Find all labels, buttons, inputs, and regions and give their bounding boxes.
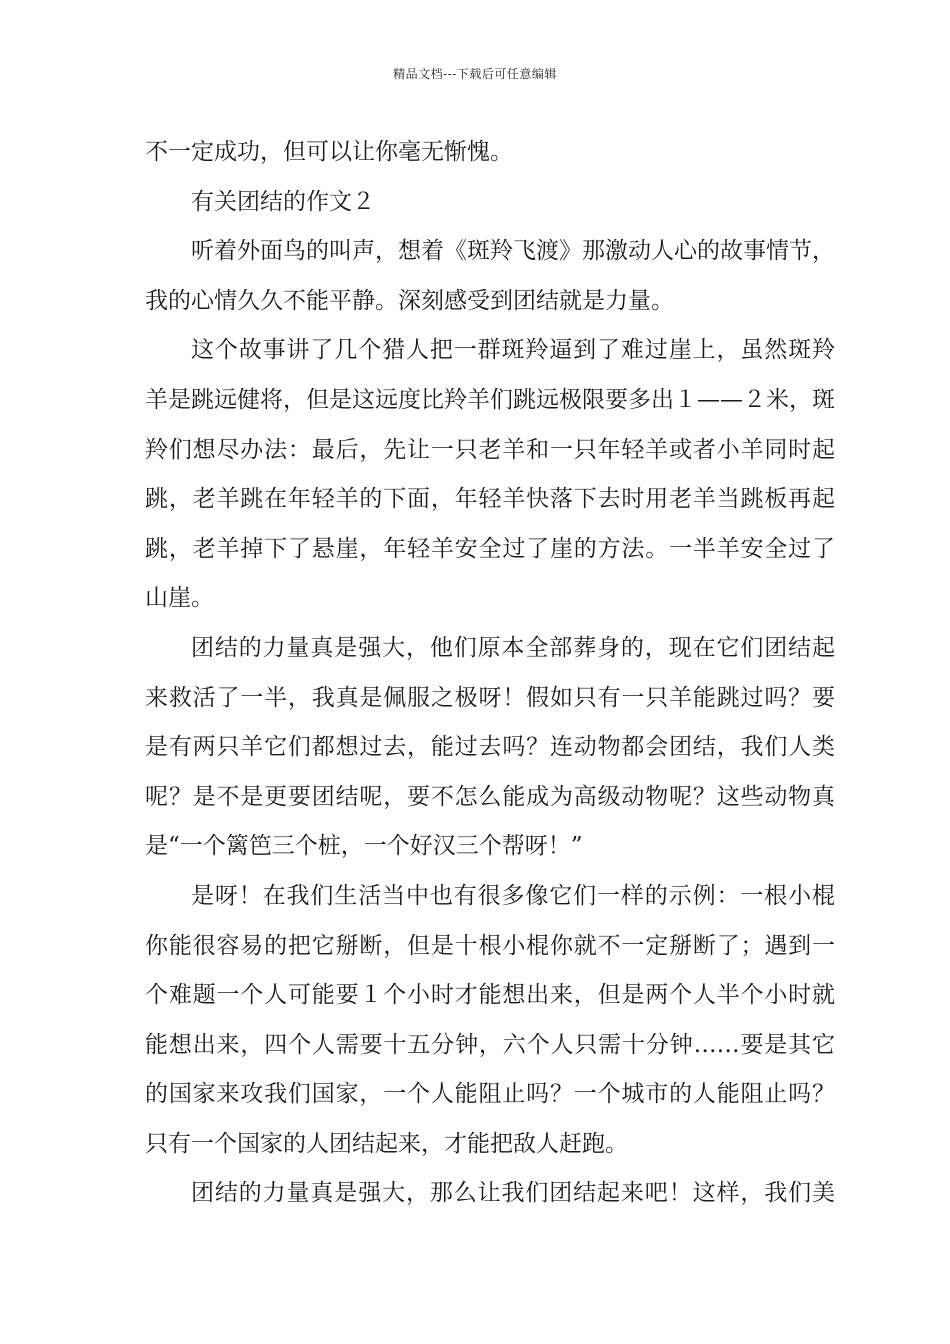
text-line: 你能很容易的把它掰断，但是十根小棍你就不一定掰断了；遇到一 bbox=[145, 932, 835, 959]
paragraph-5 bbox=[145, 624, 835, 872]
paragraph-7 bbox=[145, 1169, 835, 1219]
text-line: 跳，老羊掉下了悬崖，年轻羊安全过了崖的方法。一半羊安全过了 bbox=[145, 535, 835, 562]
essay-title bbox=[145, 178, 835, 228]
text-line: 跳，老羊跳在年轻羊的下面，年轻羊快落下去时用老羊当跳板再起 bbox=[145, 486, 835, 513]
text-line: 是“一个篱笆三个桩，一个好汉三个帮呀！” bbox=[145, 833, 583, 860]
text-line: 是呀！在我们生活当中也有很多像它们一样的示例：一根小棍 bbox=[191, 882, 835, 909]
paragraph-3 bbox=[145, 227, 835, 326]
text-line: 团结的力量真是强大，那么让我们团结起来吧！这样，我们美 bbox=[191, 1180, 835, 1207]
paragraph-4 bbox=[145, 326, 835, 624]
text-line: 能想出来，四个人需要十五分钟，六个人只需十分钟……要是其它 bbox=[145, 1031, 835, 1058]
text-line: 团结的力量真是强大，他们原本全部葬身的，现在它们团结起 bbox=[191, 634, 835, 661]
page-header: 精品文档---下载后可任意编辑 bbox=[393, 67, 557, 81]
text-line: 有关团结的作文２ bbox=[191, 188, 375, 215]
text-line: 只有一个国家的人团结起来，才能把敌人赶跑。 bbox=[145, 1130, 628, 1157]
text-line: 听着外面鸟的叫声，想着《斑羚飞渡》那激动人心的故事情节， bbox=[191, 238, 835, 265]
text-line: 羚们想尽办法：最后，先让一只老羊和一只年轻羊或者小羊同时起 bbox=[145, 436, 835, 463]
text-line: 山崖。 bbox=[145, 585, 214, 612]
text-line: 的国家来攻我们国家，一个人能阻止吗？一个城市的人能阻止吗？ bbox=[145, 1081, 835, 1108]
paragraph-1 bbox=[145, 128, 835, 178]
text-line: 是有两只羊它们都想过去，能过去吗？连动物都会团结，我们人类 bbox=[145, 734, 835, 761]
text-line: 不一定成功，但可以让你毫无惭愧。 bbox=[145, 139, 513, 165]
document-body bbox=[145, 128, 835, 1219]
text-line: 我的心情久久不能平静。深刻感受到团结就是力量。 bbox=[145, 287, 674, 314]
text-line: 羊是跳远健将，但是这远度比羚羊们跳远极限要多出１——２米，斑 bbox=[145, 386, 835, 413]
paragraph-6 bbox=[145, 872, 835, 1170]
text-line: 这个故事讲了几个猎人把一群斑羚逼到了难过崖上，虽然斑羚 bbox=[191, 337, 835, 364]
text-line: 个难题一个人可能要１个小时才能想出来，但是两个人半个小时就 bbox=[145, 982, 835, 1009]
text-line: 来救活了一半，我真是佩服之极呀！假如只有一只羊能跳过吗？要 bbox=[145, 684, 835, 711]
text-line: 呢？是不是更要团结呢，要不怎么能成为高级动物呢？这些动物真 bbox=[145, 783, 835, 810]
